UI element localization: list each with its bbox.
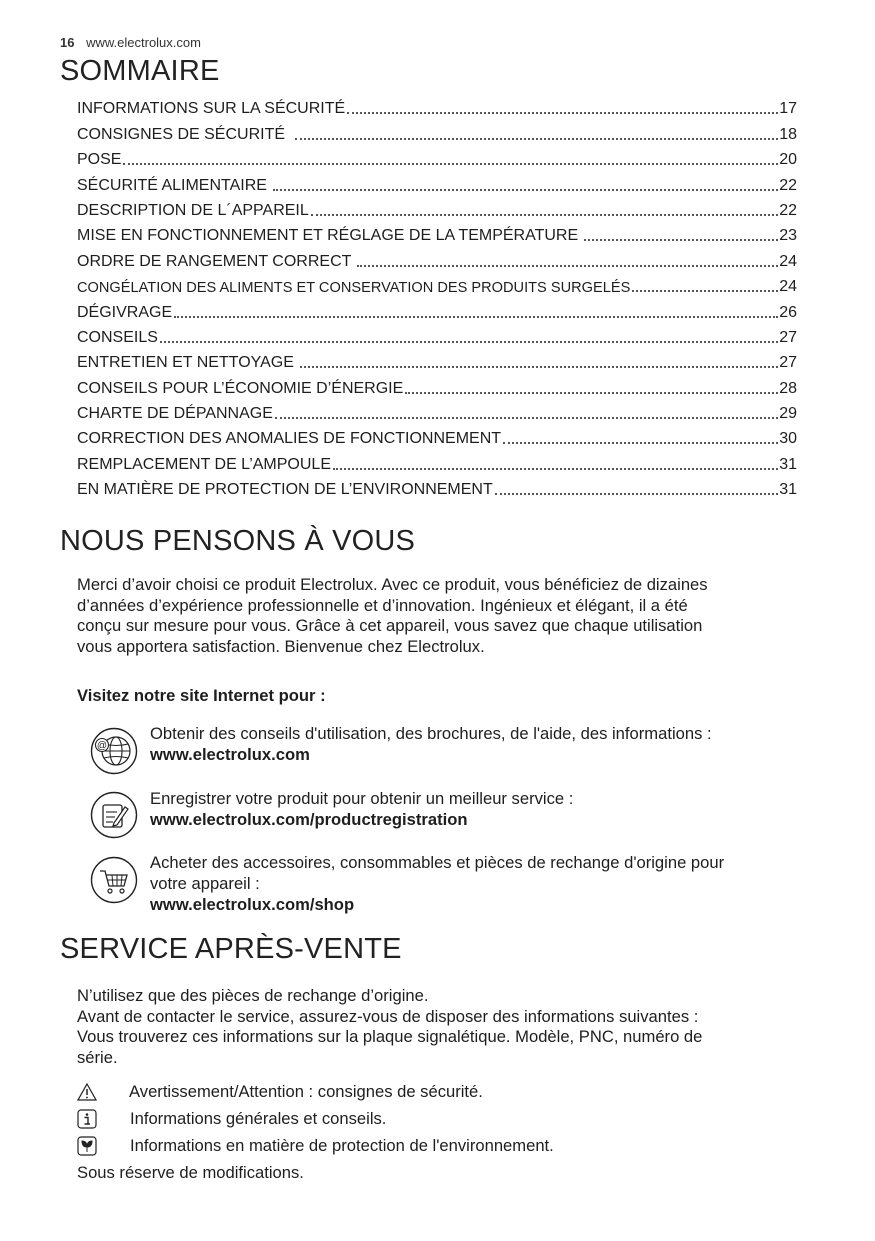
toc-label: POSE <box>77 151 122 169</box>
toc-item[interactable] <box>77 245 797 270</box>
shopping-cart-icon <box>90 856 138 904</box>
toc-leader <box>300 365 778 368</box>
info-icon <box>77 1109 97 1129</box>
toc-item[interactable] <box>77 372 797 397</box>
visit-item <box>150 788 810 830</box>
toc-page: 22 <box>779 201 797 219</box>
toc-leader <box>632 289 778 292</box>
service-title: SERVICE APRÈS-VENTE <box>60 933 402 965</box>
page-header <box>60 35 201 50</box>
table-of-contents <box>77 93 797 499</box>
toc-item[interactable] <box>77 144 797 169</box>
toc-label: REMPLACEMENT DE L’AMPOULE <box>77 455 331 473</box>
warning-icon <box>77 1082 97 1102</box>
toc-item[interactable] <box>77 195 797 220</box>
svg-text:@: @ <box>96 740 108 752</box>
intro-line: vous apportera satisfaction. Bienvenue chez Electrolux. <box>77 636 485 656</box>
toc-item[interactable] <box>77 347 797 372</box>
service-line: Avant de contacter le service, assurez-vous de disposer des informations suivantes : <box>77 1006 699 1026</box>
toc-label: CORRECTION DES ANOMALIES DE FONCTIONNEMENT <box>77 430 502 448</box>
header-site[interactable]: www.electrolux.com <box>86 35 201 50</box>
toc-page: 17 <box>779 100 797 118</box>
toc-item[interactable] <box>77 169 797 194</box>
toc-page: 26 <box>779 303 797 321</box>
legend-text: Informations générales et conseils. <box>130 1109 387 1128</box>
intro-line: conçu sur mesure pour vous. Grâce à cet appareil, vous savez que chaque utilisation <box>77 616 703 635</box>
toc-leader <box>123 162 778 165</box>
toc-item[interactable] <box>77 93 797 118</box>
visit-text-cont: votre appareil : <box>150 874 260 893</box>
toc-label: MISE EN FONCTIONNEMENT ET RÉGLAGE DE LA TEMPÉRATURE <box>77 227 579 245</box>
toc-item[interactable] <box>77 271 797 296</box>
toc-label: ORDRE DE RANGEMENT CORRECT <box>77 252 352 270</box>
toc-page: 20 <box>779 151 797 169</box>
toc-page: 22 <box>779 176 797 194</box>
toc-page: 29 <box>779 405 797 423</box>
toc-page: 24 <box>779 278 797 296</box>
toc-page: 31 <box>779 481 797 499</box>
toc-item[interactable] <box>77 220 797 245</box>
visit-text: Enregistrer votre produit pour obtenir un meilleur service : <box>150 789 574 808</box>
toc-label: INFORMATIONS SUR LA SÉCURITÉ <box>77 100 346 118</box>
visit-heading: Visitez notre site Internet pour : <box>77 686 326 705</box>
toc-leader <box>275 416 778 419</box>
toc-label: CONSEILS POUR L’ÉCONOMIE D’ÉNERGIE <box>77 379 404 397</box>
toc-page: 27 <box>779 354 797 372</box>
toc-leader <box>311 213 778 216</box>
toc-label: CHARTE DE DÉPANNAGE <box>77 405 273 423</box>
toc-leader <box>584 238 778 241</box>
symbol-legend <box>77 1080 554 1187</box>
service-paragraph <box>77 986 802 1068</box>
toc-label: SÉCURITÉ ALIMENTAIRE <box>77 176 267 194</box>
toc-leader <box>174 315 778 318</box>
toc-leader <box>495 492 778 495</box>
nous-pensons-title: NOUS PENSONS À VOUS <box>60 525 416 557</box>
visit-text: Acheter des accessoires, consommables et pièces de rechange d'origine pour <box>150 853 725 872</box>
toc-leader <box>357 264 778 267</box>
intro-paragraph <box>77 575 802 657</box>
toc-page: 27 <box>779 328 797 346</box>
toc-item[interactable] <box>77 423 797 448</box>
legend-item <box>77 1107 387 1134</box>
visit-link[interactable]: www.electrolux.com/shop <box>150 895 355 914</box>
toc-leader <box>405 391 778 394</box>
toc-item[interactable] <box>77 448 797 473</box>
intro-line: d’années d’expérience professionnelle et d’innovation. Ingénieux et élégant, il a été <box>77 595 688 615</box>
globe-at-icon <box>90 727 138 775</box>
sommaire-title: SOMMAIRE <box>60 55 220 87</box>
toc-page: 31 <box>779 455 797 473</box>
toc-item[interactable] <box>77 118 797 143</box>
toc-label: EN MATIÈRE DE PROTECTION DE L’ENVIRONNEMENT <box>77 481 493 499</box>
toc-item[interactable] <box>77 322 797 347</box>
toc-page: 23 <box>779 227 797 245</box>
toc-label: ENTRETIEN ET NETTOYAGE <box>77 354 294 372</box>
toc-label: CONSEILS <box>77 328 158 346</box>
toc-leader <box>347 111 778 114</box>
toc-page: 18 <box>779 125 797 143</box>
legend-text: Avertissement/Attention : consignes de sécurité. <box>129 1082 483 1101</box>
legend-item <box>77 1134 554 1161</box>
toc-page: 28 <box>779 379 797 397</box>
toc-item[interactable] <box>77 474 797 499</box>
toc-leader <box>503 441 778 444</box>
toc-leader <box>273 188 778 191</box>
toc-label: CONSIGNES DE SÉCURITÉ <box>77 125 286 143</box>
registration-icon <box>90 791 138 839</box>
visit-link[interactable]: www.electrolux.com <box>150 745 310 764</box>
toc-label: DÉGIVRAGE <box>77 303 173 321</box>
legend-item <box>77 1080 483 1107</box>
visit-item <box>150 723 810 765</box>
visit-item <box>150 852 810 915</box>
intro-line: Merci d’avoir choisi ce produit Electrolux. Avec ce produit, vous bénéficiez de dizaines <box>77 575 708 594</box>
environment-icon <box>77 1136 97 1156</box>
toc-page: 24 <box>779 252 797 270</box>
toc-label: DESCRIPTION DE L´APPAREIL <box>77 201 309 219</box>
toc-leader <box>333 467 778 470</box>
visit-text: Obtenir des conseils d'utilisation, des brochures, de l'aide, des informations : <box>150 724 712 743</box>
page-number: 16 <box>60 35 75 50</box>
visit-link[interactable]: www.electrolux.com/productregistration <box>150 810 468 829</box>
toc-leader <box>295 137 778 140</box>
toc-page: 30 <box>779 430 797 448</box>
toc-item[interactable] <box>77 398 797 423</box>
service-line: N’utilisez que des pièces de rechange d’origine. <box>77 986 429 1005</box>
legend-text: Informations en matière de protection de l'environnement. <box>130 1136 554 1155</box>
service-line: série. <box>77 1047 118 1067</box>
service-line: Vous trouverez ces informations sur la plaque signalétique. Modèle, PNC, numéro de <box>77 1027 703 1046</box>
toc-item[interactable] <box>77 296 797 321</box>
toc-label: CONGÉLATION DES ALIMENTS ET CONSERVATION DES PRODUITS SURGELÉS <box>77 280 631 297</box>
disclaimer: Sous réserve de modifications. <box>77 1163 304 1182</box>
toc-leader <box>160 340 778 343</box>
